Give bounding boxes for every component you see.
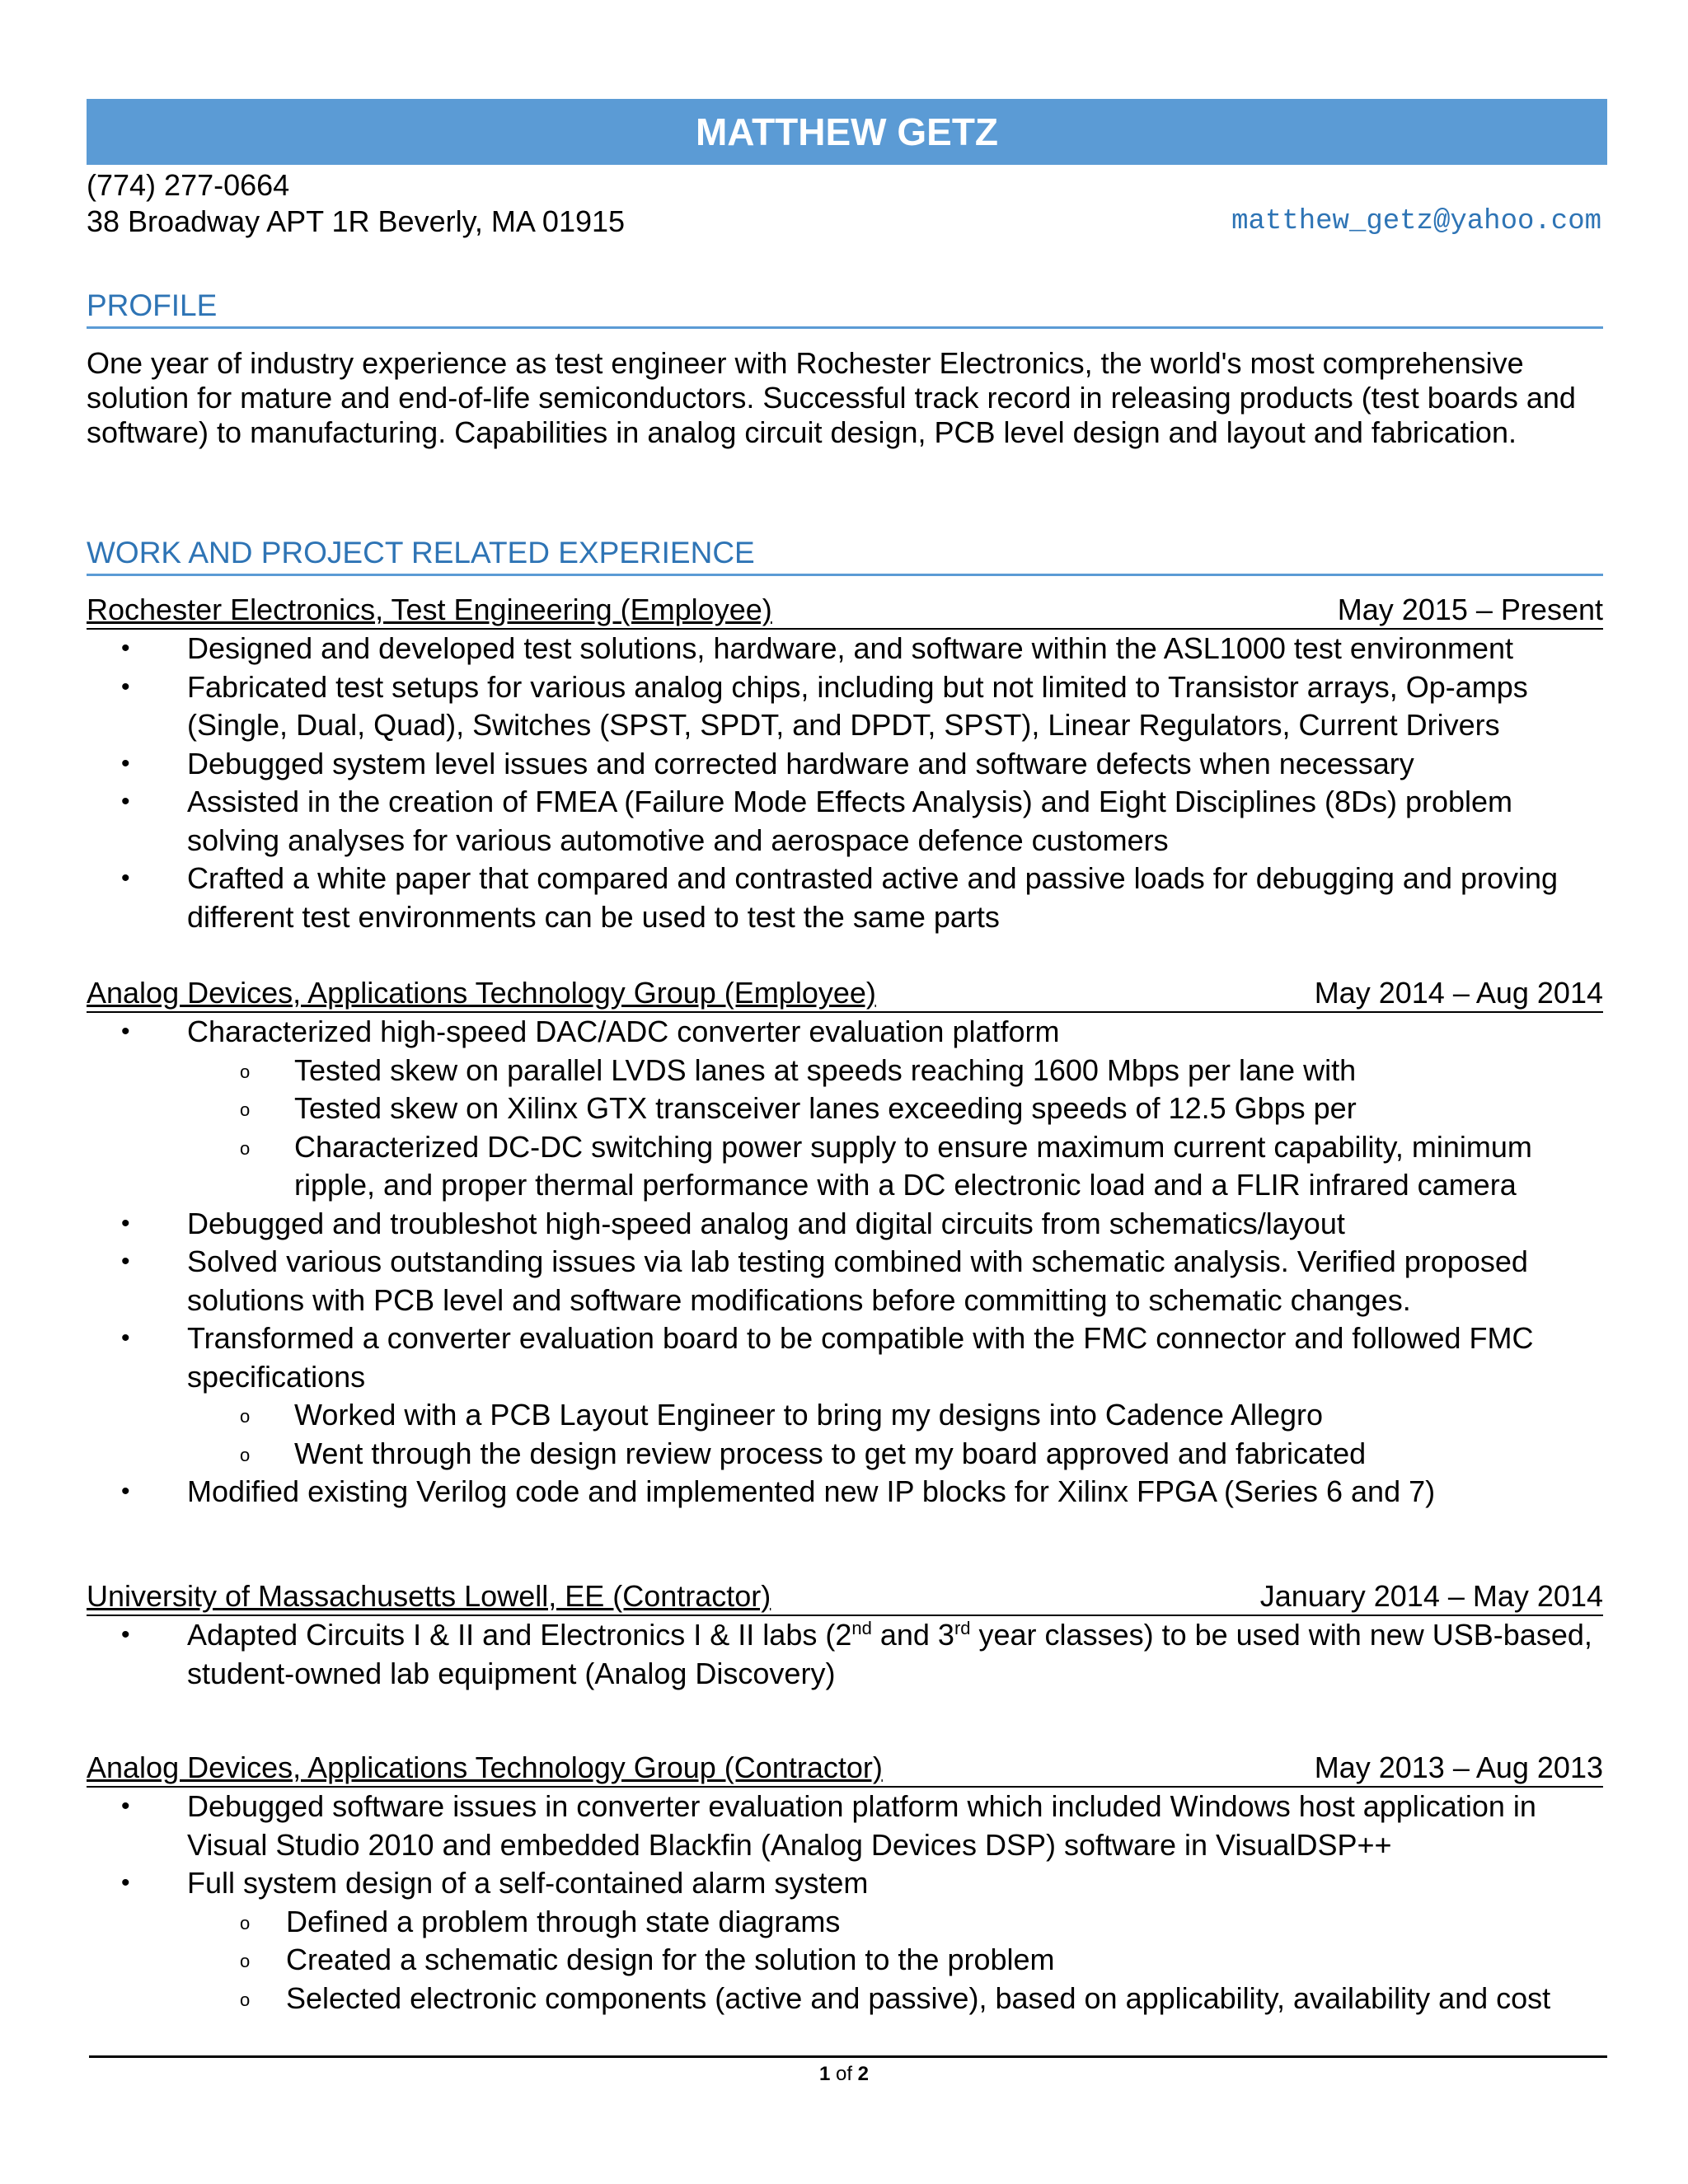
list-item: • Designed and developed test solutions, hardware, and software within the ASL1000 test environment xyxy=(87,630,1603,668)
list-item: • Debugged system level issues and corrected hardware and software defects when necessary xyxy=(87,745,1603,784)
sub-list-item: o Worked with a PCB Layout Engineer to bring my designs into Cadence Allegro xyxy=(87,1396,1603,1435)
sub-list-item: o Created a schematic design for the solution to the problem xyxy=(87,1941,1603,1980)
profile-text: One year of industry experience as test engineer with Rochester Electronics, the world's most comprehensive solution for mature and end-of-life semiconductors. Successful track record in releasing products (test boards and software) to manufacturing. Capabilities in analog circuit design, PCB level design and layout and fabrication. xyxy=(87,346,1576,449)
experience-heading: WORK AND PROJECT RELATED EXPERIENCE xyxy=(87,534,1603,576)
list-item: • Fabricated test setups for various analog chips, including but not limited to Transistor arrays, Op-amps (Single, Dual, Quad), Switches (SPST, SPDT, and DPDT, SPST), Linear Regulators, Current Drivers xyxy=(87,668,1603,745)
list-item xyxy=(87,1616,1603,1693)
job-rochester xyxy=(87,592,1603,936)
job-dates: January 2014 – May 2014 xyxy=(1259,1579,1603,1613)
address: 38 Broadway APT 1R Beverly, MA 01915 xyxy=(87,204,626,238)
job-header xyxy=(87,975,1603,1013)
superscript: rd xyxy=(954,1618,971,1638)
list-item: • Crafted a white paper that compared and contrasted active and passive loads for debugging and proving different test environments can be used to test the same parts xyxy=(87,860,1603,936)
phone-number: (774) 277-0664 xyxy=(87,168,290,202)
job-analog-devices-2013 xyxy=(87,1750,1603,2018)
list-item-text: year classes) to be used with new USB-based, student-owned lab equipment (Analog Discovery) xyxy=(187,1618,1592,1690)
job-title: Analog Devices, Applications Technology Group (Contractor) xyxy=(87,1750,883,1784)
list-item xyxy=(87,1013,1603,1205)
list-item-text: Characterized high-speed DAC/ADC converter evaluation platform xyxy=(187,1015,1060,1048)
list-item-text: Full system design of a self-contained alarm system xyxy=(187,1866,869,1900)
job-header xyxy=(87,1578,1603,1616)
job-dates: May 2013 – Aug 2013 xyxy=(1314,1750,1603,1784)
list-item xyxy=(87,1864,1603,2018)
sub-list-item: o Characterized DC-DC switching power supply to ensure maximum current capability, minimum ripple, and proper thermal performance with a DC electronic load and a FLIR infrared camera xyxy=(87,1128,1603,1205)
email-link[interactable]: matthew_getz@yahoo.com xyxy=(1231,206,1601,237)
list-item-text: Adapted Circuits I & II and Electronics I & II labs (2 xyxy=(187,1618,852,1652)
list-item: • Solved various outstanding issues via lab testing combined with schematic analysis. Verified proposed solutions with PCB level and software modifications before committing to schematic changes. xyxy=(87,1243,1603,1319)
job-dates: May 2014 – Aug 2014 xyxy=(1314,976,1603,1010)
job-header xyxy=(87,1750,1603,1788)
sub-list-item: o Defined a problem through state diagrams xyxy=(87,1903,1603,1942)
job-title: Rochester Electronics, Test Engineering (Employee) xyxy=(87,593,772,626)
list-item-text: and 3 xyxy=(871,1618,954,1652)
list-item: • Assisted in the creation of FMEA (Failure Mode Effects Analysis) and Eight Disciplines (8Ds) problem solving analyses for various automotive and aerospace defence customers xyxy=(87,783,1603,860)
job-umass-lowell xyxy=(87,1578,1603,1693)
name-banner: MATTHEW GETZ xyxy=(87,99,1607,165)
job-title: Analog Devices, Applications Technology Group (Employee) xyxy=(87,976,876,1010)
sub-list-item: o Tested skew on parallel LVDS lanes at speeds reaching 1600 Mbps per lane with xyxy=(87,1052,1603,1090)
list-item: • Debugged software issues in converter evaluation platform which included Windows host application in Visual Studio 2010 and embedded Blackfin (Analog Devices DSP) software in VisualDSP++ xyxy=(87,1788,1603,1864)
profile-heading: PROFILE xyxy=(87,287,1603,329)
page-of-label: of xyxy=(835,2063,852,2085)
current-page: 1 xyxy=(818,2063,831,2085)
list-item: • Debugged and troubleshot high-speed analog and digital circuits from schematics/layout xyxy=(87,1205,1603,1244)
list-item-text: Transformed a converter evaluation board to be compatible with the FMC connector and followed FMC specifications xyxy=(187,1321,1534,1394)
superscript: nd xyxy=(851,1618,872,1638)
job-title: University of Massachusetts Lowell, EE (Contractor) xyxy=(87,1579,771,1613)
sub-list-item: o Tested skew on Xilinx GTX transceiver lanes exceeding speeds of 12.5 Gbps per xyxy=(87,1090,1603,1128)
footer-divider xyxy=(89,2055,1607,2058)
page-number xyxy=(0,2060,1688,2088)
total-pages: 2 xyxy=(857,2063,870,2085)
sub-list-item: o Selected electronic components (active and passive), based on applicability, availability and cost xyxy=(87,1980,1603,2018)
list-item: • Modified existing Verilog code and implemented new IP blocks for Xilinx FPGA (Series 6 and 7) xyxy=(87,1473,1603,1511)
job-header xyxy=(87,592,1603,630)
job-analog-devices-2014 xyxy=(87,975,1603,1511)
list-item xyxy=(87,1319,1603,1473)
sub-list-item: o Went through the design review process to get my board approved and fabricated xyxy=(87,1435,1603,1474)
job-dates: May 2015 – Present xyxy=(1337,593,1603,626)
